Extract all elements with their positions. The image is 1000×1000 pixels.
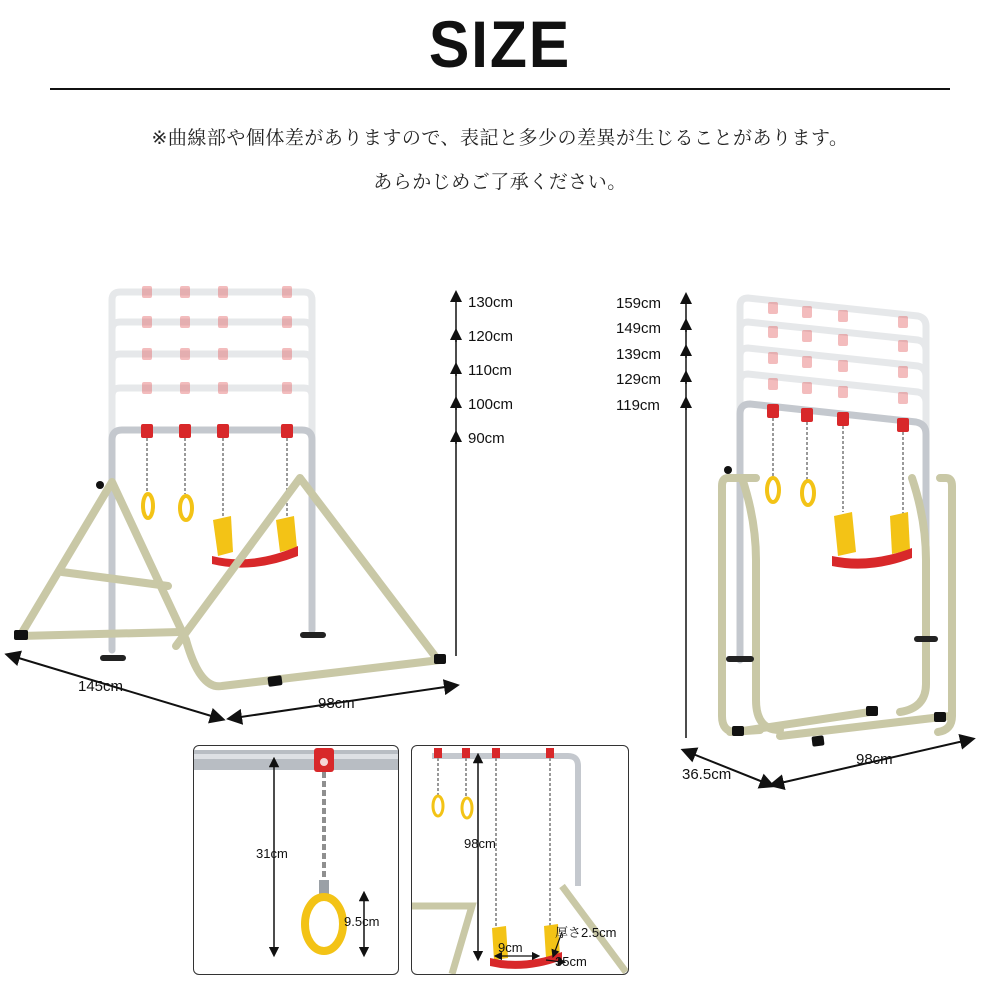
right-height-139: 139cm <box>616 346 662 363</box>
left-chains <box>147 438 287 516</box>
right-height-149: 149cm <box>616 320 662 337</box>
right-swing-seat <box>832 512 912 569</box>
left-height-90: 90cm <box>468 430 505 447</box>
ring-chain-length: 31cm <box>256 846 288 861</box>
left-depth-label: 145cm <box>78 678 124 695</box>
left-olive-frame <box>20 478 440 686</box>
swing-chain-length: 98cm <box>464 836 496 851</box>
left-frame-illustration <box>14 286 446 687</box>
left-height-120: 120cm <box>468 328 514 345</box>
left-rings <box>143 494 192 520</box>
right-height-129: 129cm <box>616 371 662 388</box>
disclaimer-line-2: あらかじめご了承ください。 <box>373 171 627 193</box>
ring-detail-illustration <box>194 746 398 974</box>
left-width-label: 98cm <box>318 695 355 712</box>
right-height-119: 119cm <box>616 397 660 414</box>
right-rings <box>767 478 814 505</box>
right-chains <box>773 418 903 516</box>
left-ghost-clamps <box>142 286 292 394</box>
page-title: SIZE <box>428 7 572 81</box>
swing-seat-depth: 9cm <box>498 940 523 955</box>
right-frame-illustration <box>722 298 952 747</box>
swing-seat-width: 35cm <box>555 954 587 969</box>
left-height-100: 100cm <box>468 396 514 413</box>
right-width-label: 98cm <box>856 751 893 768</box>
swing-seat-thickness: 厚さ2.5cm <box>555 925 617 940</box>
left-height-130: 130cm <box>468 294 514 311</box>
right-depth-label: 36.5cm <box>682 766 732 783</box>
swing-detail-inset <box>411 745 629 975</box>
ring-detail-inset <box>193 745 399 975</box>
right-height-159: 159cm <box>616 295 662 312</box>
disclaimer-line-1: ※曲線部や個体差がありますので、表記と多少の差異が生じることがあります。 <box>151 127 849 149</box>
ring-size: 9.5cm <box>344 914 380 929</box>
left-height-110: 110cm <box>468 362 512 379</box>
